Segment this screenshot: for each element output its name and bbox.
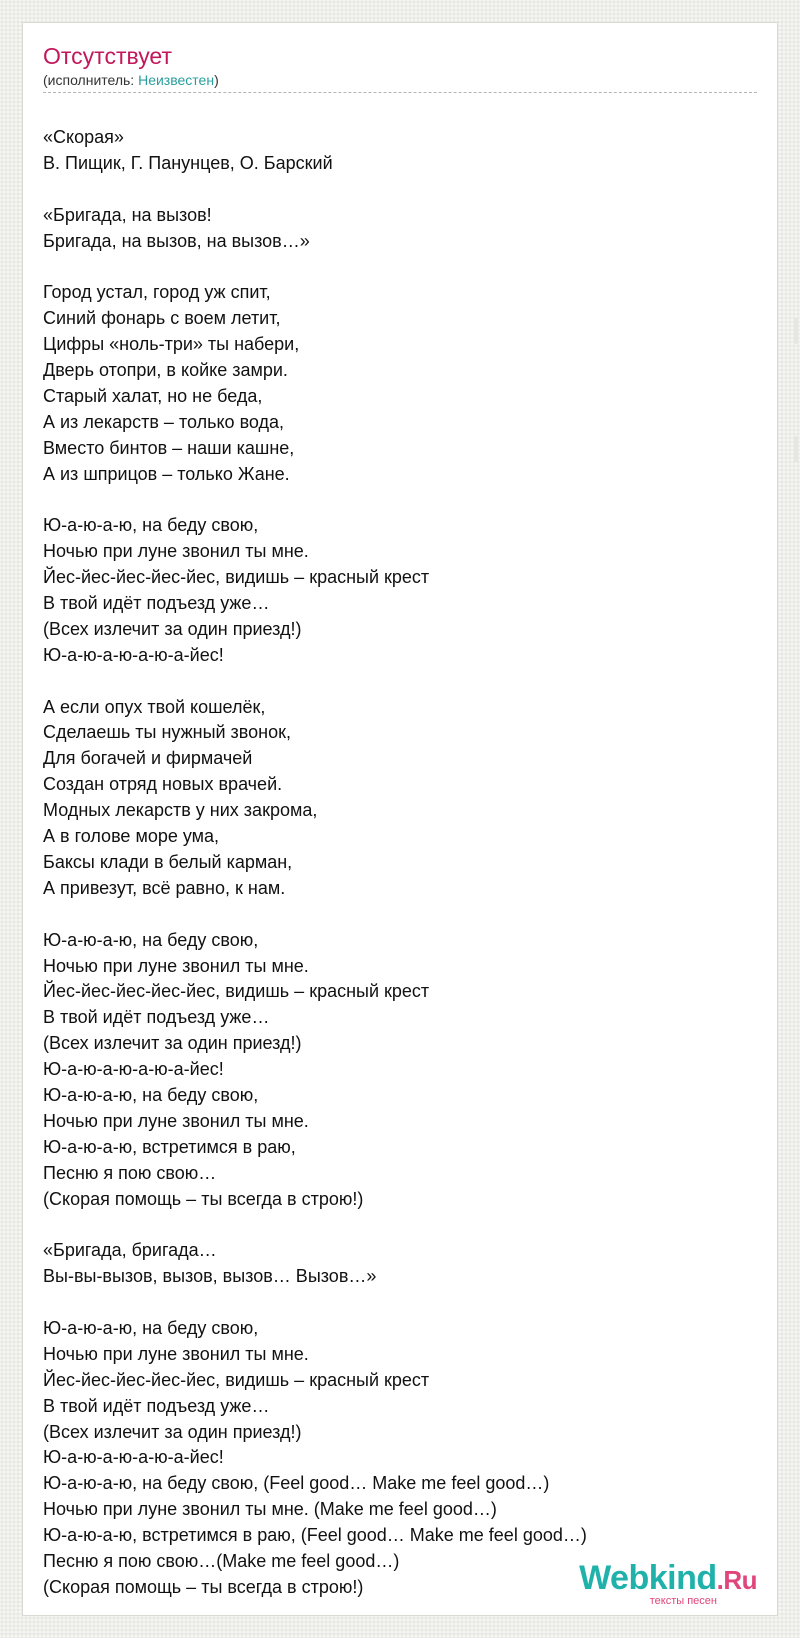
lyric-line: В твой идёт подъезд уже… [43,1395,270,1416]
lyric-line: Вы-вы-вызов, вызов, вызов… Вызов…» [43,1266,377,1287]
artist-line [43,71,757,89]
lyric-line: (Всех излечит за один приезд!) [43,1421,302,1442]
lyric-line: Старый халат, но не беда, [43,385,263,406]
lyric-line: Вместо бинтов – наши кашне, [43,437,295,458]
lyric-line: Ночью при луне звонил ты мне. (Make me feel good…) [43,1499,497,1520]
lyric-line: Ю-а-ю-а-ю, встретимся в раю, (Feel good… Make me feel good…) [43,1525,587,1546]
lyric-line: Ю-а-ю-а-ю-а-ю-а-йес! [43,644,224,665]
header-divider [43,92,757,93]
stanza-break [43,487,767,513]
stanza-break [43,177,767,203]
lyric-line: Песню я пою свою…(Make me feel good…) [43,1550,400,1571]
stanza-break [43,669,767,695]
lyric-line: Город устал, город уж спит, [43,282,271,303]
lyric-line: (Всех излечит за один приезд!) [43,1033,302,1054]
lyric-line: Ю-а-ю-а-ю, на беду свою, [43,515,259,536]
artist-prefix: (исполнитель: [43,72,139,88]
lyric-line: Йес-йес-йес-йес-йес, видишь – красный крест [43,567,430,588]
lyric-line: Ю-а-ю-а-ю-а-ю-а-йес! [43,1059,224,1080]
song-header [43,41,757,93]
lyric-line: Йес-йес-йес-йес-йес, видишь – красный крест [43,981,430,1002]
logo-tagline: тексты песен [649,1595,717,1607]
lyric-line: Баксы клади в белый карман, [43,851,293,872]
stanza-break [43,1290,767,1316]
lyric-line: А в голове море ума, [43,826,220,847]
lyric-line: Йес-йес-йес-йес-йес, видишь – красный крест [43,1369,430,1390]
lyric-line: «Бригада, на вызов! [43,204,212,225]
lyric-line: А из лекарств – только вода, [43,411,285,432]
lyric-line: Ю-а-ю-а-ю, на беду свою, [43,1317,259,1338]
lyric-line: А привезут, всё равно, к нам. [43,877,286,898]
lyric-line: (Скорая помощь – ты всегда в строю!) [43,1576,364,1597]
lyric-line: Бригада, на вызов, на вызов…» [43,230,310,251]
logo-main-text: Webkind [579,1559,717,1597]
lyric-line: А если опух твой кошелёк, [43,696,266,717]
lyric-line: Синий фонарь с воем летит, [43,308,281,329]
lyric-line: Ю-а-ю-а-ю, на беду свою, (Feel good… Make me feel good…) [43,1473,550,1494]
lyric-line: А из шприцов – только Жане. [43,463,290,484]
lyrics-text [43,125,767,1601]
stanza-break [43,902,767,928]
lyric-line: «Бригада, бригада… [43,1240,217,1261]
lyric-line: В твой идёт подъезд уже… [43,593,270,614]
lyric-line: Ю-а-ю-а-ю-а-ю-а-йес! [43,1447,224,1468]
side-dot [794,436,798,462]
lyric-line: Ночью при луне звонил ты мне. [43,1110,309,1131]
artist-link[interactable]: Неизвестен [138,72,215,88]
lyric-line: Ночью при луне звонил ты мне. [43,955,309,976]
lyric-line: Ночью при луне звонил ты мне. [43,1343,309,1364]
lyric-line: Ю-а-ю-а-ю, встретимся в раю, [43,1136,296,1157]
lyric-line: Ю-а-ю-а-ю, на беду свою, [43,1084,259,1105]
lyric-line: Модных лекарств у них закрома, [43,800,318,821]
site-logo[interactable] [557,1561,757,1607]
artist-suffix: ) [214,72,219,88]
lyric-line: «Скорая» [43,127,124,147]
lyric-line: Дверь отопри, в койке замри. [43,360,288,381]
lyric-line: Ночью при луне звонил ты мне. [43,541,309,562]
lyric-line: (Скорая помощь – ты всегда в строю!) [43,1188,364,1209]
lyric-line: Песню я пою свою… [43,1162,217,1183]
lyric-line: (Всех излечит за один приезд!) [43,618,302,639]
logo-tld: .Ru [716,1565,757,1595]
side-dot [794,318,798,344]
lyrics-card [22,22,778,1616]
lyric-line: Сделаешь ты нужный звонок, [43,722,292,743]
lyric-line: Для богачей и фирмачей [43,748,253,769]
lyric-line: Ю-а-ю-а-ю, на беду свою, [43,929,259,950]
lyric-line: В твой идёт подъезд уже… [43,1007,270,1028]
logo-wordmark [557,1561,757,1597]
stanza-break [43,1212,767,1238]
stanza-break [43,254,767,280]
lyric-line: В. Пищик, Г. Панунцев, О. Барский [43,152,333,173]
lyric-line: Создан отряд новых врачей. [43,774,283,795]
song-title: Отсутствует [43,43,172,69]
lyric-line: Цифры «ноль-три» ты набери, [43,334,300,355]
